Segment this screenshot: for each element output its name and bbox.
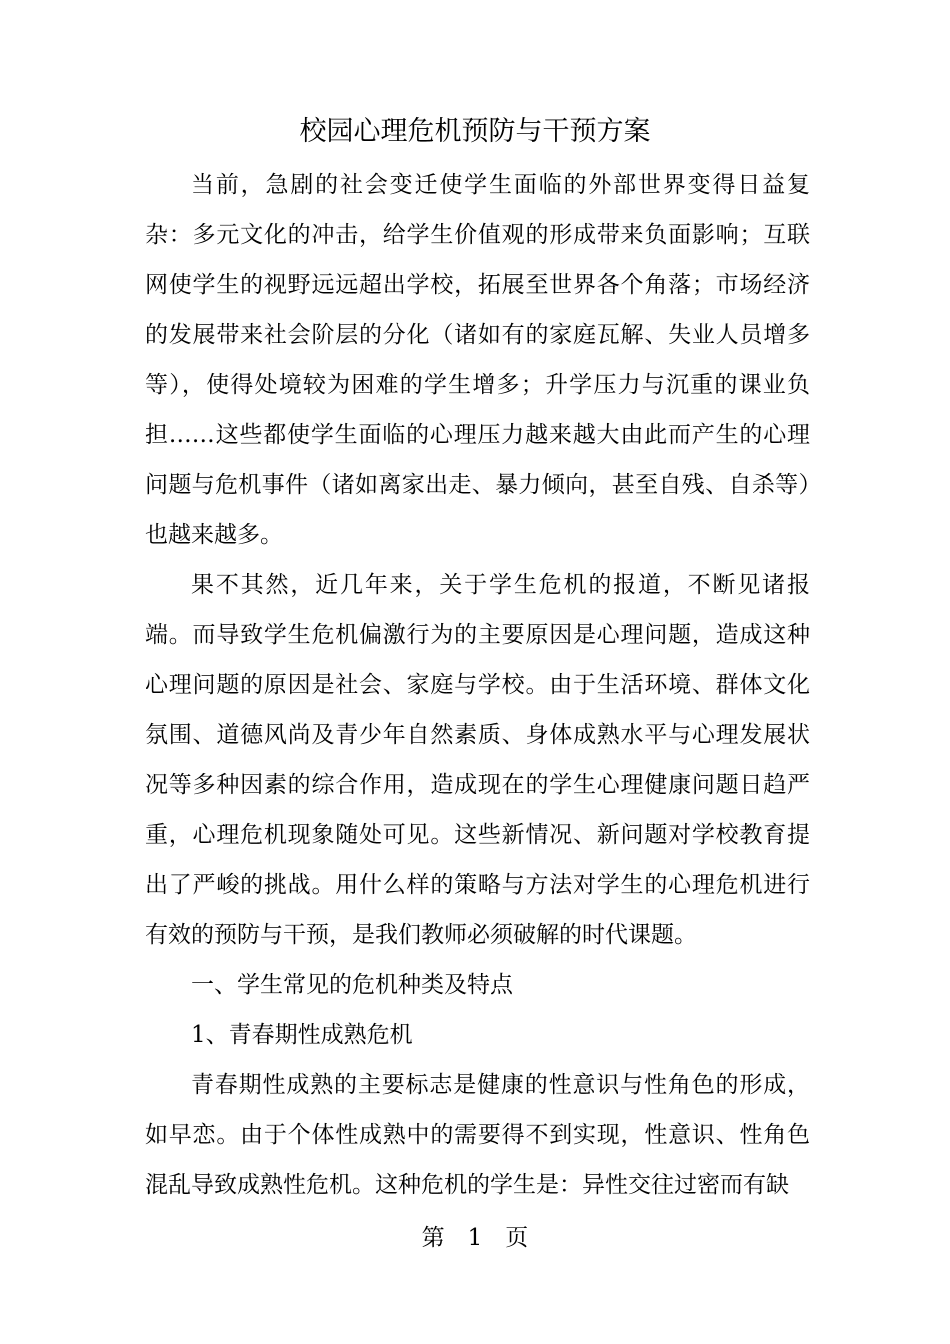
page-number: 第 1 页: [421, 1225, 529, 1251]
document-title: 校园心理危机预防与干预方案: [299, 116, 651, 147]
paragraph-causes: 果不其然，近几年来，关于学生危机的报道，不断见诸报端。而导致学生危机偏激行为的主要原因是心理问题，造成这种心理问题的原因是社会、家庭与学校。由于生活环境、群体文化氛围、道德风尚及青少年自然素质、身体成熟水平与心理发展状况等多种因素的综合作用，造成现在的学生心理健康问题日趋严重，心理危机现象随处可见。这些新情况、新问题对学校教育提出了严峻的挑战。用什么样的策略与方法对学生的心理危机进行有效的预防与干预，是我们教师必须破解的时代课题。: [145, 572, 810, 948]
section-heading: 一、学生常见的危机种类及特点: [191, 972, 513, 998]
document-body: [145, 160, 810, 1210]
paragraph-intro: 当前，急剧的社会变迁使学生面临的外部世界变得日益复杂：多元文化的冲击，给学生价值观的形成带来负面影响；互联网使学生的视野远远超出学校，拓展至世界各个角落；市场经济的发展带来社会阶层的分化（诸如有的家庭瓦解、失业人员增多等），使得处境较为困难的学生增多；升学压力与沉重的课业负担……这些都使学生面临的心理压力越来越大由此而产生的心理问题与危机事件（诸如离家出走、暴力倾向，甚至自残、自杀等）也越来越多。: [145, 172, 810, 548]
subsection-heading: 1、青春期性成熟危机: [191, 1022, 413, 1048]
paragraph-puberty: 青春期性成熟的主要标志是健康的性意识与性角色的形成，如早恋。由于个体性成熟中的需要得不到实现，性意识、性角色混乱导致成熟性危机。这种危机的学生是：异性交往过密而有缺: [145, 1072, 810, 1198]
